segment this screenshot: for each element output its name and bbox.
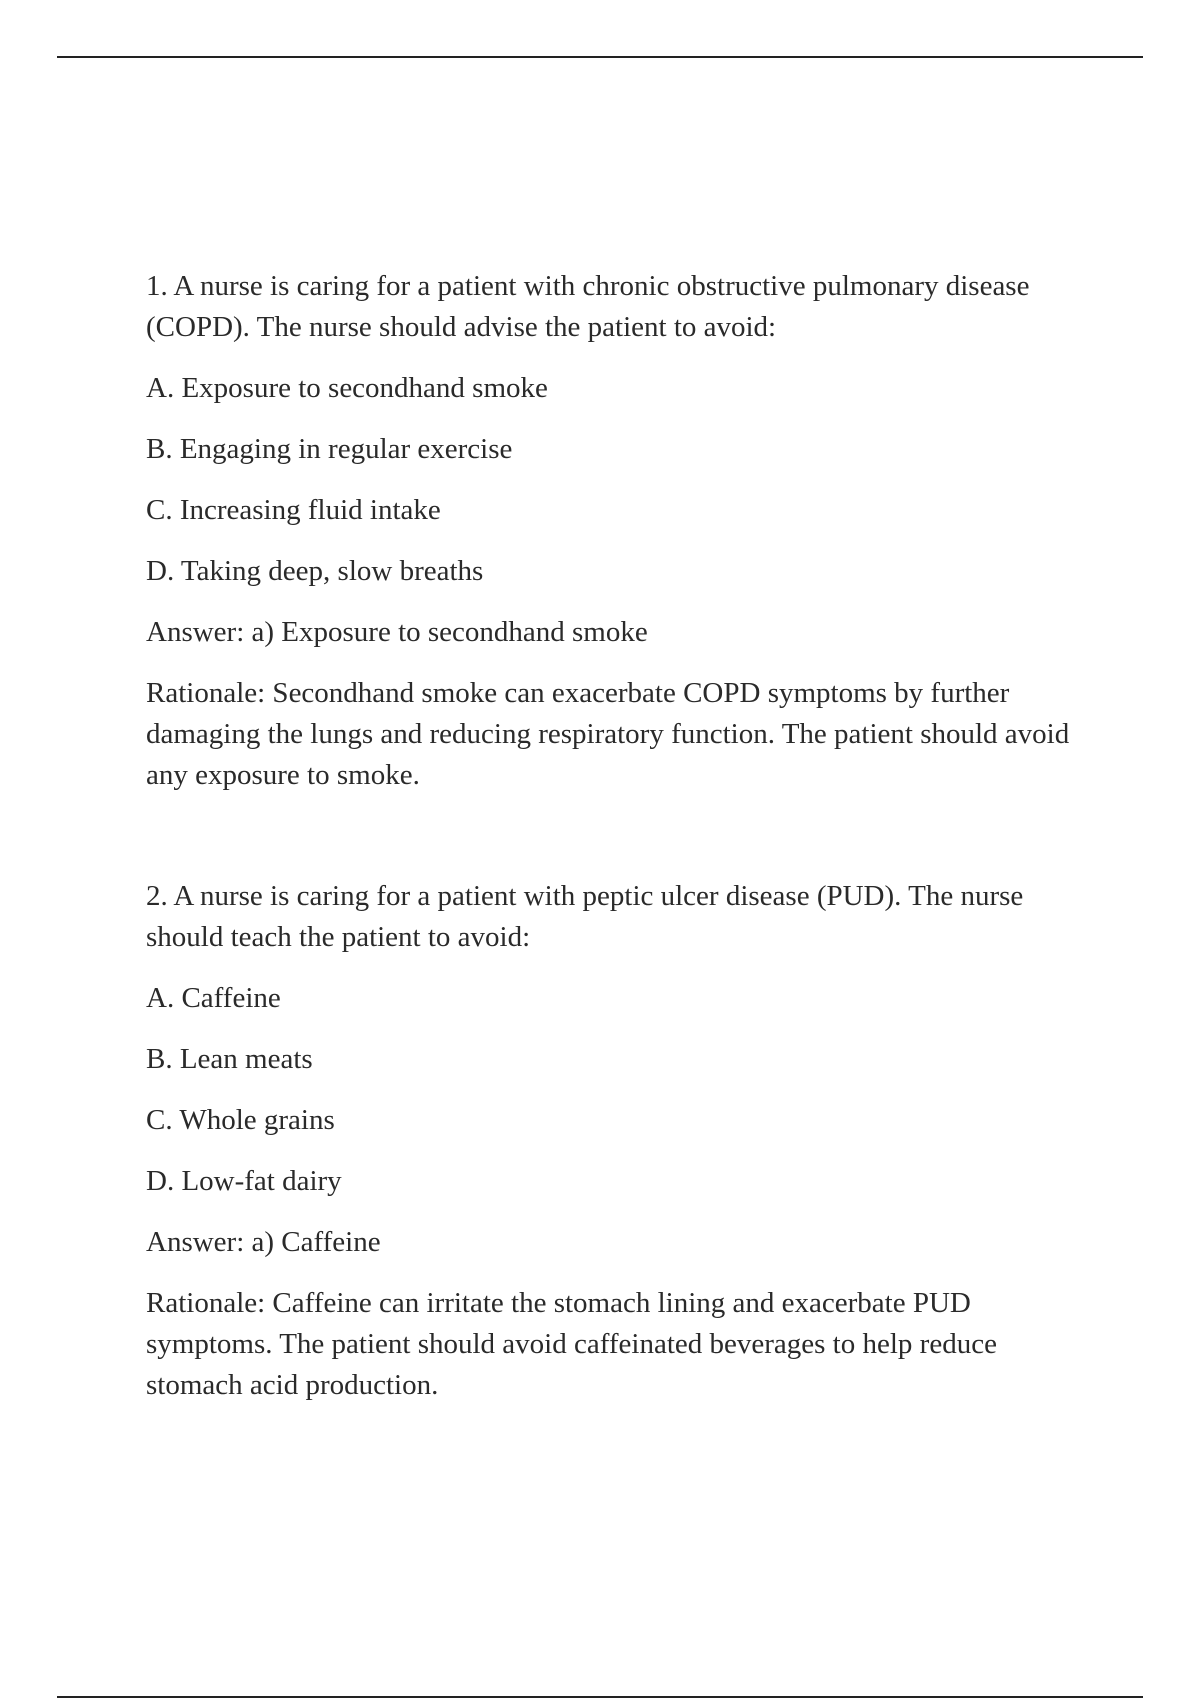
bottom-divider (57, 1696, 1143, 1698)
option-b: B. Engaging in regular exercise (146, 433, 513, 465)
option-a: A. Caffeine (146, 982, 281, 1014)
question-stem: 2. A nurse is caring for a patient with peptic ulcer disease (PUD). The nurse should teach the patient to avoid: (146, 880, 1024, 953)
option-c: C. Increasing fluid intake (146, 494, 441, 526)
option-c: C. Whole grains (146, 1104, 335, 1136)
question-2 (146, 876, 1096, 1406)
answer-line: Answer: a) Caffeine (146, 1226, 381, 1258)
option-a: A. Exposure to secondhand smoke (146, 372, 548, 404)
option-d: D. Low-fat dairy (146, 1165, 342, 1197)
top-divider (57, 56, 1143, 58)
question-stem: 1. A nurse is caring for a patient with chronic obstructive pulmonary disease (COPD). The nurse should advise the patient to avoid: (146, 270, 1030, 343)
question-1 (146, 266, 1096, 796)
answer-line: Answer: a) Exposure to secondhand smoke (146, 616, 648, 648)
option-b: B. Lean meats (146, 1043, 313, 1075)
document-body (146, 266, 1096, 1406)
rationale: Rationale: Secondhand smoke can exacerbate COPD symptoms by further damaging the lungs and reducing respiratory function. The patient should avoid any exposure to smoke. (146, 677, 1070, 791)
option-d: D. Taking deep, slow breaths (146, 555, 484, 587)
rationale: Rationale: Caffeine can irritate the stomach lining and exacerbate PUD symptoms. The patient should avoid caffeinated beverages to help reduce stomach acid production. (146, 1287, 997, 1401)
